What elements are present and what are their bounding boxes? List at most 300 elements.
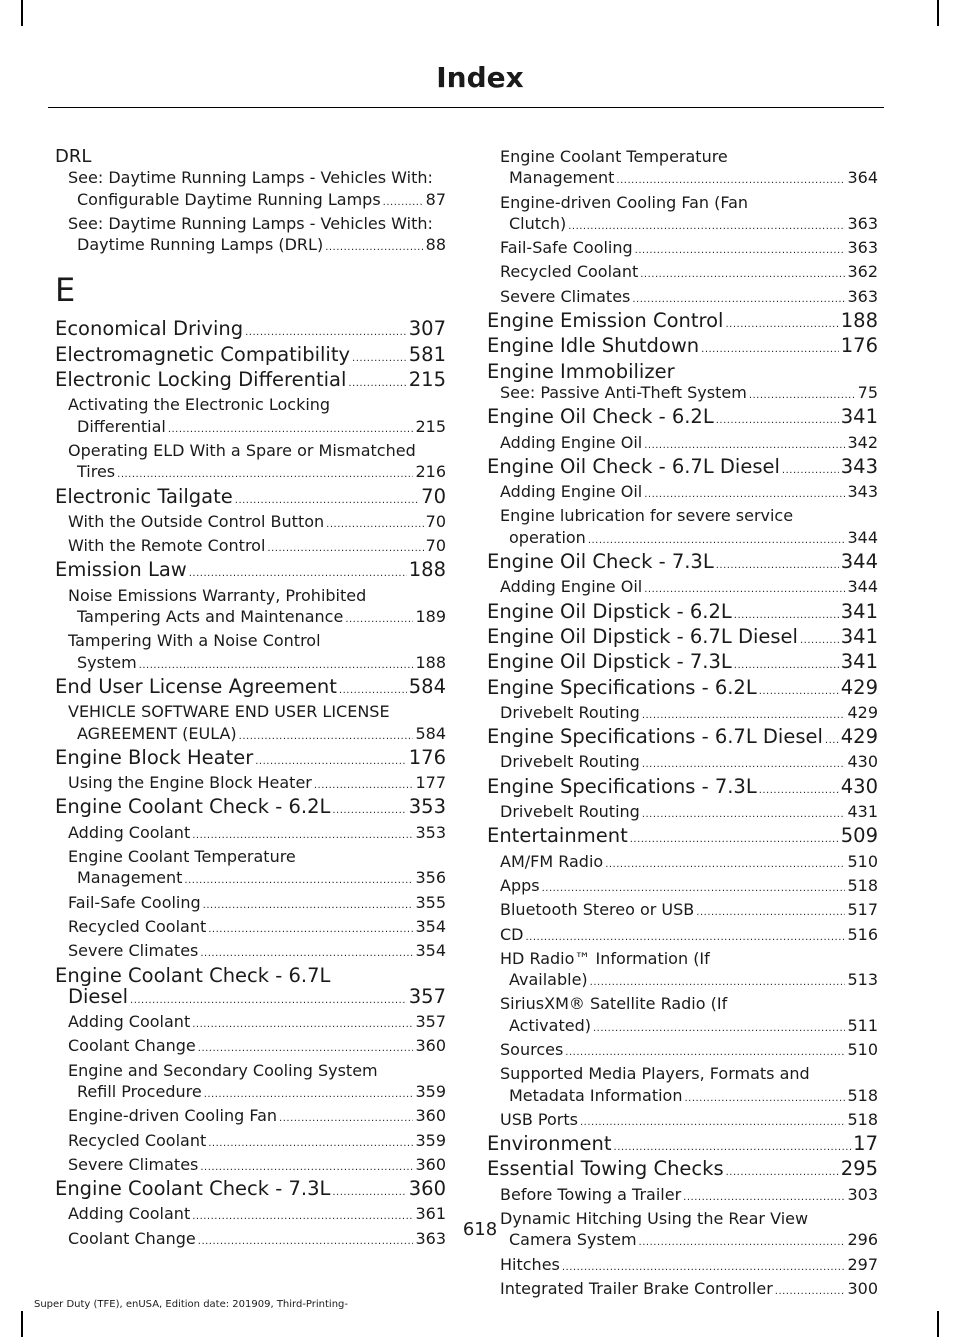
index-entry-label: operation — [509, 527, 586, 547]
index-entry-label: Emission Law — [55, 558, 187, 582]
crop-mark-top-left — [21, 0, 23, 26]
index-page-ref[interactable]: 297 — [847, 1254, 878, 1274]
leader-dots — [279, 1108, 413, 1129]
leader-dots — [239, 726, 414, 747]
leader-dots — [644, 579, 845, 600]
leader-dots — [326, 514, 423, 535]
index-subentry[interactable] — [487, 432, 878, 456]
leader-dots — [198, 1038, 414, 1059]
index-page-ref[interactable]: 341 — [840, 599, 878, 623]
index-entry-label: With the Remote Control — [68, 536, 266, 556]
index-entry-label: Tires — [77, 462, 116, 482]
index-page-ref[interactable]: 517 — [847, 900, 878, 920]
index-entry-label: Metadata Information — [509, 1085, 683, 1105]
index-page-ref[interactable]: 510 — [847, 1039, 878, 1059]
index-page-ref[interactable]: 176 — [840, 334, 878, 358]
leader-dots — [200, 1157, 413, 1178]
index-entry-label: Configurable Daytime Running Lamps — [77, 189, 381, 209]
leader-dots — [314, 775, 414, 796]
leader-dots — [192, 1014, 413, 1035]
leader-dots — [683, 1187, 845, 1208]
index-column-right — [487, 146, 878, 1302]
index-subentry-line: Operating ELD With a Spare or Mismatched — [68, 440, 416, 460]
index-entry-label: Using the Engine Block Heater — [68, 773, 312, 793]
index-page-ref[interactable]: 70 — [425, 536, 446, 556]
leader-dots — [759, 780, 839, 801]
index-entry-label: Tampering Acts and Maintenance — [77, 607, 344, 627]
leader-dots — [644, 484, 845, 505]
index-subentry[interactable] — [55, 867, 446, 891]
index-entry-label: End User License Agreement — [55, 674, 337, 698]
index-entry-line: Engine Immobilizer — [487, 359, 675, 383]
index-subentry[interactable] — [487, 1039, 878, 1063]
index-subentry-line: Activating the Electronic Locking — [68, 395, 331, 415]
index-entry-label: Adding Coolant — [68, 822, 191, 842]
index-subentry[interactable] — [55, 1081, 446, 1105]
leader-dots — [168, 419, 414, 440]
leader-dots — [701, 339, 839, 360]
index-subentry[interactable] — [55, 606, 446, 630]
index-page-ref[interactable]: 360 — [415, 1106, 446, 1126]
index-entry-label: Management — [509, 168, 615, 188]
index-page-ref[interactable]: 354 — [415, 916, 446, 936]
leader-dots — [189, 563, 407, 584]
index-entry-label: Adding Coolant — [68, 1204, 191, 1224]
index-page-ref[interactable]: 363 — [847, 286, 878, 306]
index-entry[interactable] — [487, 601, 878, 626]
index-subentry-line: Tampering With a Noise Control — [68, 631, 321, 651]
index-entry-label: Before Towing a Trailer — [500, 1184, 682, 1204]
index-subentry[interactable] — [55, 1130, 446, 1154]
index-subentry-line: Engine Coolant Temperature — [68, 847, 296, 867]
index-entry[interactable] — [55, 559, 446, 584]
index-subentry[interactable] — [487, 1109, 878, 1133]
leader-dots — [130, 990, 407, 1011]
index-entry[interactable] — [487, 776, 878, 801]
index-entry-label: Adding Engine Oil — [500, 432, 643, 452]
index-entry[interactable] — [487, 456, 878, 481]
index-subentry-line: Engine-driven Cooling Fan (Fan — [500, 192, 749, 212]
index-subentry[interactable] — [487, 1085, 878, 1109]
index-entry-label: Fail-Safe Cooling — [68, 892, 201, 912]
page-title: Index — [436, 61, 524, 94]
index-subentry[interactable] — [55, 940, 446, 964]
index-subentry[interactable] — [55, 1011, 446, 1035]
leader-dots — [759, 681, 839, 702]
leader-dots — [725, 314, 838, 335]
index-entry-label: Engine Specifications - 6.2L — [487, 675, 757, 699]
index-subentry[interactable] — [487, 213, 878, 237]
index-page-ref[interactable]: 341 — [840, 650, 878, 674]
index-entry-label: Differential — [77, 416, 166, 436]
index-page-ref[interactable]: 429 — [847, 702, 878, 722]
index-entry-label: Drivebelt Routing — [500, 802, 640, 822]
index-subentry[interactable] — [487, 702, 878, 726]
index-entry-label: Recycled Coolant — [500, 262, 639, 282]
index-subentry[interactable] — [55, 416, 446, 440]
index-page-ref[interactable]: 581 — [408, 342, 446, 366]
index-page-ref[interactable]: 429 — [840, 675, 878, 699]
leader-dots — [267, 538, 423, 559]
leader-dots — [332, 800, 406, 821]
index-entry[interactable] — [55, 747, 446, 772]
section-letter: E — [55, 271, 76, 310]
index-subentry[interactable] — [487, 481, 878, 505]
index-entry-label: Management — [77, 868, 183, 888]
leader-dots — [684, 1088, 845, 1109]
index-page-ref[interactable]: 513 — [847, 970, 878, 990]
index-page-ref[interactable]: 342 — [847, 432, 878, 452]
index-subentry-line: Noise Emissions Warranty, Prohibited — [68, 585, 367, 605]
index-entry-label: Environment — [487, 1132, 612, 1156]
leader-dots — [348, 373, 406, 394]
index-entry[interactable] — [487, 406, 878, 431]
leader-dots — [526, 927, 846, 948]
index-entry[interactable] — [55, 986, 446, 1011]
index-page-ref[interactable]: 354 — [415, 941, 446, 961]
index-subentry[interactable] — [487, 576, 878, 600]
index-entry-label: Refill Procedure — [77, 1081, 202, 1101]
index-page-ref[interactable]: 363 — [847, 213, 878, 233]
index-page-ref[interactable]: 177 — [415, 773, 446, 793]
leader-dots — [117, 464, 413, 485]
index-entry[interactable] — [487, 651, 878, 676]
index-entry-label: Sources — [500, 1039, 564, 1059]
index-entry-label: AGREEMENT (EULA) — [77, 723, 237, 743]
leader-dots — [139, 655, 414, 676]
leader-dots — [192, 825, 413, 846]
index-page-ref[interactable]: 216 — [415, 462, 446, 482]
index-entry-label: Integrated Trailer Brake Controller — [500, 1278, 773, 1298]
index-entry-label: AM/FM Radio — [500, 851, 604, 871]
index-page-ref[interactable]: 188 — [415, 652, 446, 672]
index-entry-label: Engine Specifications - 7.3L — [487, 774, 757, 798]
index-page-ref[interactable]: 359 — [415, 1130, 446, 1150]
index-page-ref[interactable]: 509 — [840, 824, 878, 848]
index-entry[interactable] — [55, 234, 446, 258]
index-page-ref[interactable]: 295 — [840, 1157, 878, 1181]
leader-dots — [593, 1018, 845, 1039]
index-entry-label: Engine Oil Check - 6.7L Diesel — [487, 454, 780, 478]
leader-dots — [605, 854, 845, 875]
leader-dots — [588, 530, 846, 551]
index-entry[interactable] — [55, 796, 446, 821]
index-page-ref[interactable]: 363 — [847, 238, 878, 258]
index-subentry[interactable] — [55, 652, 446, 676]
index-entry-label: Entertainment — [487, 824, 628, 848]
index-subentry[interactable] — [55, 1105, 446, 1129]
index-entry[interactable] — [55, 344, 446, 369]
leader-dots — [642, 754, 846, 775]
index-page-ref[interactable]: 341 — [840, 405, 878, 429]
index-page-ref[interactable]: 296 — [847, 1230, 878, 1250]
crop-mark-top-right — [937, 0, 939, 26]
index-page-ref[interactable]: 215 — [408, 368, 446, 392]
index-subentry[interactable] — [487, 875, 878, 899]
index-page-ref[interactable]: 189 — [415, 607, 446, 627]
index-page-ref[interactable]: 430 — [847, 752, 878, 772]
index-entry[interactable] — [487, 825, 878, 850]
index-entry-label: Drivebelt Routing — [500, 702, 640, 722]
index-subentry[interactable] — [487, 851, 878, 875]
leader-dots — [383, 192, 424, 213]
leader-dots — [635, 240, 846, 261]
index-entry-label: Engine Idle Shutdown — [487, 334, 700, 358]
index-page-ref[interactable]: 303 — [847, 1184, 878, 1204]
index-entry[interactable] — [487, 726, 878, 751]
leader-dots — [245, 322, 407, 343]
index-entry-label: Severe Climates — [68, 1154, 199, 1174]
index-subentry-line: Engine and Secondary Cooling System — [68, 1060, 378, 1080]
crop-mark-bottom-right — [937, 1311, 939, 1337]
index-subentry[interactable] — [55, 461, 446, 485]
leader-dots — [642, 705, 846, 726]
index-page-ref[interactable]: 363 — [415, 1228, 446, 1248]
index-page-ref[interactable]: 343 — [840, 454, 878, 478]
index-entry-label: Engine Oil Check - 7.3L — [487, 550, 714, 574]
index-entry[interactable] — [487, 626, 878, 651]
index-entry-label: Clutch) — [509, 213, 567, 233]
index-entry[interactable] — [55, 369, 446, 394]
index-page-ref[interactable]: 87 — [425, 189, 446, 209]
index-page-ref[interactable]: 511 — [847, 1015, 878, 1035]
leader-dots — [782, 460, 839, 481]
index-page-ref[interactable]: 510 — [847, 851, 878, 871]
index-entry[interactable] — [55, 486, 446, 511]
page-number: 618 — [462, 1219, 498, 1240]
index-subentry[interactable] — [55, 723, 446, 747]
index-page-ref[interactable]: 357 — [408, 984, 446, 1008]
index-entry-label: Severe Climates — [68, 941, 199, 961]
leader-dots — [614, 1137, 852, 1158]
index-subentry-line: Supported Media Players, Formats and — [500, 1064, 810, 1084]
leader-dots — [255, 751, 407, 772]
index-page-ref[interactable]: 360 — [408, 1177, 446, 1201]
index-page-ref[interactable]: 360 — [415, 1154, 446, 1174]
index-subentry[interactable] — [487, 1184, 878, 1208]
index-entry-label: Engine Oil Dipstick - 6.2L — [487, 599, 732, 623]
index-entry-label: Camera System — [509, 1230, 637, 1250]
index-entry-label: Daytime Running Lamps (DRL) — [77, 235, 324, 255]
header-divider — [48, 107, 884, 108]
index-page-ref[interactable]: 360 — [415, 1036, 446, 1056]
leader-dots — [208, 919, 413, 940]
index-entry-label: System — [77, 652, 137, 672]
index-subentry[interactable] — [487, 1254, 878, 1278]
index-page-ref[interactable]: 430 — [840, 774, 878, 798]
index-subentry[interactable] — [487, 751, 878, 775]
index-subentry[interactable] — [487, 1278, 878, 1302]
index-page-ref[interactable]: 584 — [408, 674, 446, 698]
index-page-ref[interactable]: 364 — [847, 168, 878, 188]
index-entry-label: Adding Coolant — [68, 1012, 191, 1032]
index-entry-label: Engine Block Heater — [55, 745, 254, 769]
index-subentry-line: Engine Coolant Temperature — [500, 147, 728, 166]
index-entry[interactable] — [487, 310, 878, 335]
leader-dots — [339, 680, 407, 701]
index-page-ref[interactable]: 344 — [840, 550, 878, 574]
leader-dots — [696, 902, 845, 923]
index-entry[interactable] — [55, 318, 446, 343]
index-page-ref[interactable]: 429 — [840, 725, 878, 749]
index-subentry-line: Dynamic Hitching Using the Rear View — [500, 1209, 809, 1229]
index-page-ref[interactable]: 344 — [847, 577, 878, 597]
leader-dots — [235, 490, 419, 511]
index-subentry[interactable] — [487, 286, 878, 310]
leader-dots — [630, 829, 839, 850]
footer-edition-info: Super Duty (TFE), enUSA, Edition date: 201909, Third-Printing- — [34, 1299, 349, 1310]
index-entry-label: Recycled Coolant — [68, 1130, 207, 1150]
leader-dots — [716, 410, 839, 431]
leader-dots — [590, 972, 846, 993]
index-entry-label: Available) — [509, 970, 588, 990]
leader-dots — [184, 870, 413, 891]
index-page-ref[interactable]: 341 — [840, 624, 878, 648]
index-page-ref[interactable]: 75 — [857, 382, 878, 402]
leader-dots — [565, 1042, 845, 1063]
index-page-ref[interactable]: 215 — [415, 416, 446, 436]
index-page-ref[interactable]: 88 — [425, 235, 446, 255]
leader-dots — [825, 730, 839, 751]
index-ref-line: See: Daytime Running Lamps - Vehicles With: — [68, 168, 433, 188]
index-subentry[interactable] — [55, 1035, 446, 1059]
leader-dots — [616, 170, 845, 191]
leader-dots — [775, 1281, 846, 1302]
index-entry[interactable] — [55, 1178, 446, 1203]
leader-dots — [568, 216, 845, 237]
index-page-ref[interactable]: 307 — [408, 317, 446, 341]
leader-dots — [352, 348, 407, 369]
index-entry-label: Fail-Safe Cooling — [500, 238, 633, 258]
index-subentry[interactable] — [55, 892, 446, 916]
leader-dots — [716, 555, 839, 576]
index-entry-label: Adding Engine Oil — [500, 577, 643, 597]
index-entry[interactable] — [487, 677, 878, 702]
leader-dots — [562, 1257, 846, 1278]
index-page-ref[interactable]: 353 — [415, 822, 446, 842]
index-page-ref[interactable]: 356 — [415, 868, 446, 888]
index-subentry[interactable] — [487, 261, 878, 285]
crop-mark-bottom-left — [21, 1311, 23, 1337]
index-ref-line: See: Daytime Running Lamps - Vehicles With: — [68, 213, 433, 233]
index-page-ref[interactable]: 516 — [847, 924, 878, 944]
index-page-ref[interactable]: 431 — [847, 802, 878, 822]
index-entry-label: Electronic Tailgate — [55, 484, 233, 508]
index-entry[interactable] — [55, 189, 446, 213]
index-subentry[interactable] — [487, 969, 878, 993]
index-page-ref[interactable]: 355 — [415, 892, 446, 912]
index-subentry[interactable] — [487, 899, 878, 923]
index-entry-label: Diesel — [68, 984, 129, 1008]
index-entry-label: Bluetooth Stereo or USB — [500, 900, 695, 920]
index-entry[interactable] — [55, 676, 446, 701]
index-page-ref[interactable]: 361 — [415, 1204, 446, 1224]
leader-dots — [325, 237, 423, 258]
leader-dots — [734, 655, 839, 676]
index-entry-label: Coolant Change — [68, 1228, 196, 1248]
index-entry-label: Engine Coolant Check - 6.2L — [55, 795, 331, 819]
index-subentry[interactable] — [487, 801, 878, 825]
index-entry-label: CD — [500, 924, 524, 944]
leader-dots — [332, 1182, 406, 1203]
leader-dots — [642, 804, 846, 825]
index-subentry-line: SiriusXM® Satellite Radio (If — [500, 994, 728, 1014]
index-page-ref[interactable]: 343 — [847, 482, 878, 502]
index-entry-label: Essential Towing Checks — [487, 1157, 724, 1181]
index-subentry[interactable] — [487, 527, 878, 551]
index-entry[interactable] — [487, 1158, 878, 1183]
leader-dots — [749, 385, 856, 406]
index-entry-label: Engine Oil Dipstick - 6.7L Diesel — [487, 624, 798, 648]
leader-dots — [204, 1084, 414, 1105]
index-entry-label: Engine Specifications - 6.7L Diesel — [487, 725, 823, 749]
index-subentry[interactable] — [487, 382, 878, 406]
index-page-ref[interactable]: 357 — [415, 1012, 446, 1032]
index-entry-label: Engine-driven Cooling Fan — [68, 1106, 278, 1126]
index-page-ref[interactable]: 362 — [847, 262, 878, 282]
index-page-ref[interactable]: 353 — [408, 795, 446, 819]
leader-dots — [345, 609, 413, 630]
index-page-ref[interactable]: 70 — [421, 484, 446, 508]
index-entry[interactable] — [487, 1133, 878, 1158]
index-entry[interactable] — [487, 551, 878, 576]
index-entry-label: Apps — [500, 875, 540, 895]
leader-dots — [200, 943, 413, 964]
leader-dots — [726, 1162, 839, 1183]
index-subentry[interactable] — [487, 237, 878, 261]
leader-dots — [734, 605, 839, 626]
index-subentry[interactable] — [55, 1154, 446, 1178]
index-page-ref[interactable]: 518 — [847, 875, 878, 895]
index-page-ref[interactable]: 17 — [853, 1132, 878, 1156]
index-subentry[interactable] — [55, 511, 446, 535]
index-subentry[interactable] — [487, 1015, 878, 1039]
index-page-ref[interactable]: 70 — [425, 511, 446, 531]
index-page-ref[interactable]: 188 — [408, 558, 446, 582]
leader-dots — [640, 264, 845, 285]
leader-dots — [208, 1133, 413, 1154]
index-entry-label: Engine Emission Control — [487, 309, 724, 333]
index-page-ref[interactable]: 188 — [840, 309, 878, 333]
index-entry-label: Engine Oil Dipstick - 7.3L — [487, 650, 732, 674]
index-page-ref[interactable]: 344 — [847, 527, 878, 547]
index-subentry[interactable] — [487, 167, 878, 191]
index-entry-label: See: Passive Anti-Theft System — [500, 382, 747, 402]
index-column-left — [55, 146, 446, 1252]
index-subentry[interactable] — [55, 916, 446, 940]
index-entry-label: Electronic Locking Differential — [55, 368, 347, 392]
index-entry-label: Recycled Coolant — [68, 916, 207, 936]
index-page-ref[interactable]: 518 — [847, 1109, 878, 1129]
index-page-ref[interactable]: 518 — [847, 1085, 878, 1105]
index-entry[interactable] — [487, 335, 878, 360]
index-subentry[interactable] — [55, 535, 446, 559]
index-page-ref[interactable]: 176 — [408, 745, 446, 769]
index-page-ref[interactable]: 300 — [847, 1278, 878, 1298]
index-entry-label: Severe Climates — [500, 286, 631, 306]
index-page-ref[interactable]: 584 — [415, 723, 446, 743]
leader-dots — [580, 1112, 845, 1133]
index-subentry[interactable] — [55, 822, 446, 846]
index-entry-label: Electromagnetic Compatibility — [55, 342, 351, 366]
leader-dots — [632, 289, 845, 310]
index-page-ref[interactable]: 359 — [415, 1081, 446, 1101]
index-subentry[interactable] — [487, 924, 878, 948]
index-entry-label: With the Outside Control Button — [68, 511, 325, 531]
index-subentry-line: Engine lubrication for severe service — [500, 506, 794, 526]
index-entry-label: Activated) — [509, 1015, 591, 1035]
index-subentry[interactable] — [55, 772, 446, 796]
